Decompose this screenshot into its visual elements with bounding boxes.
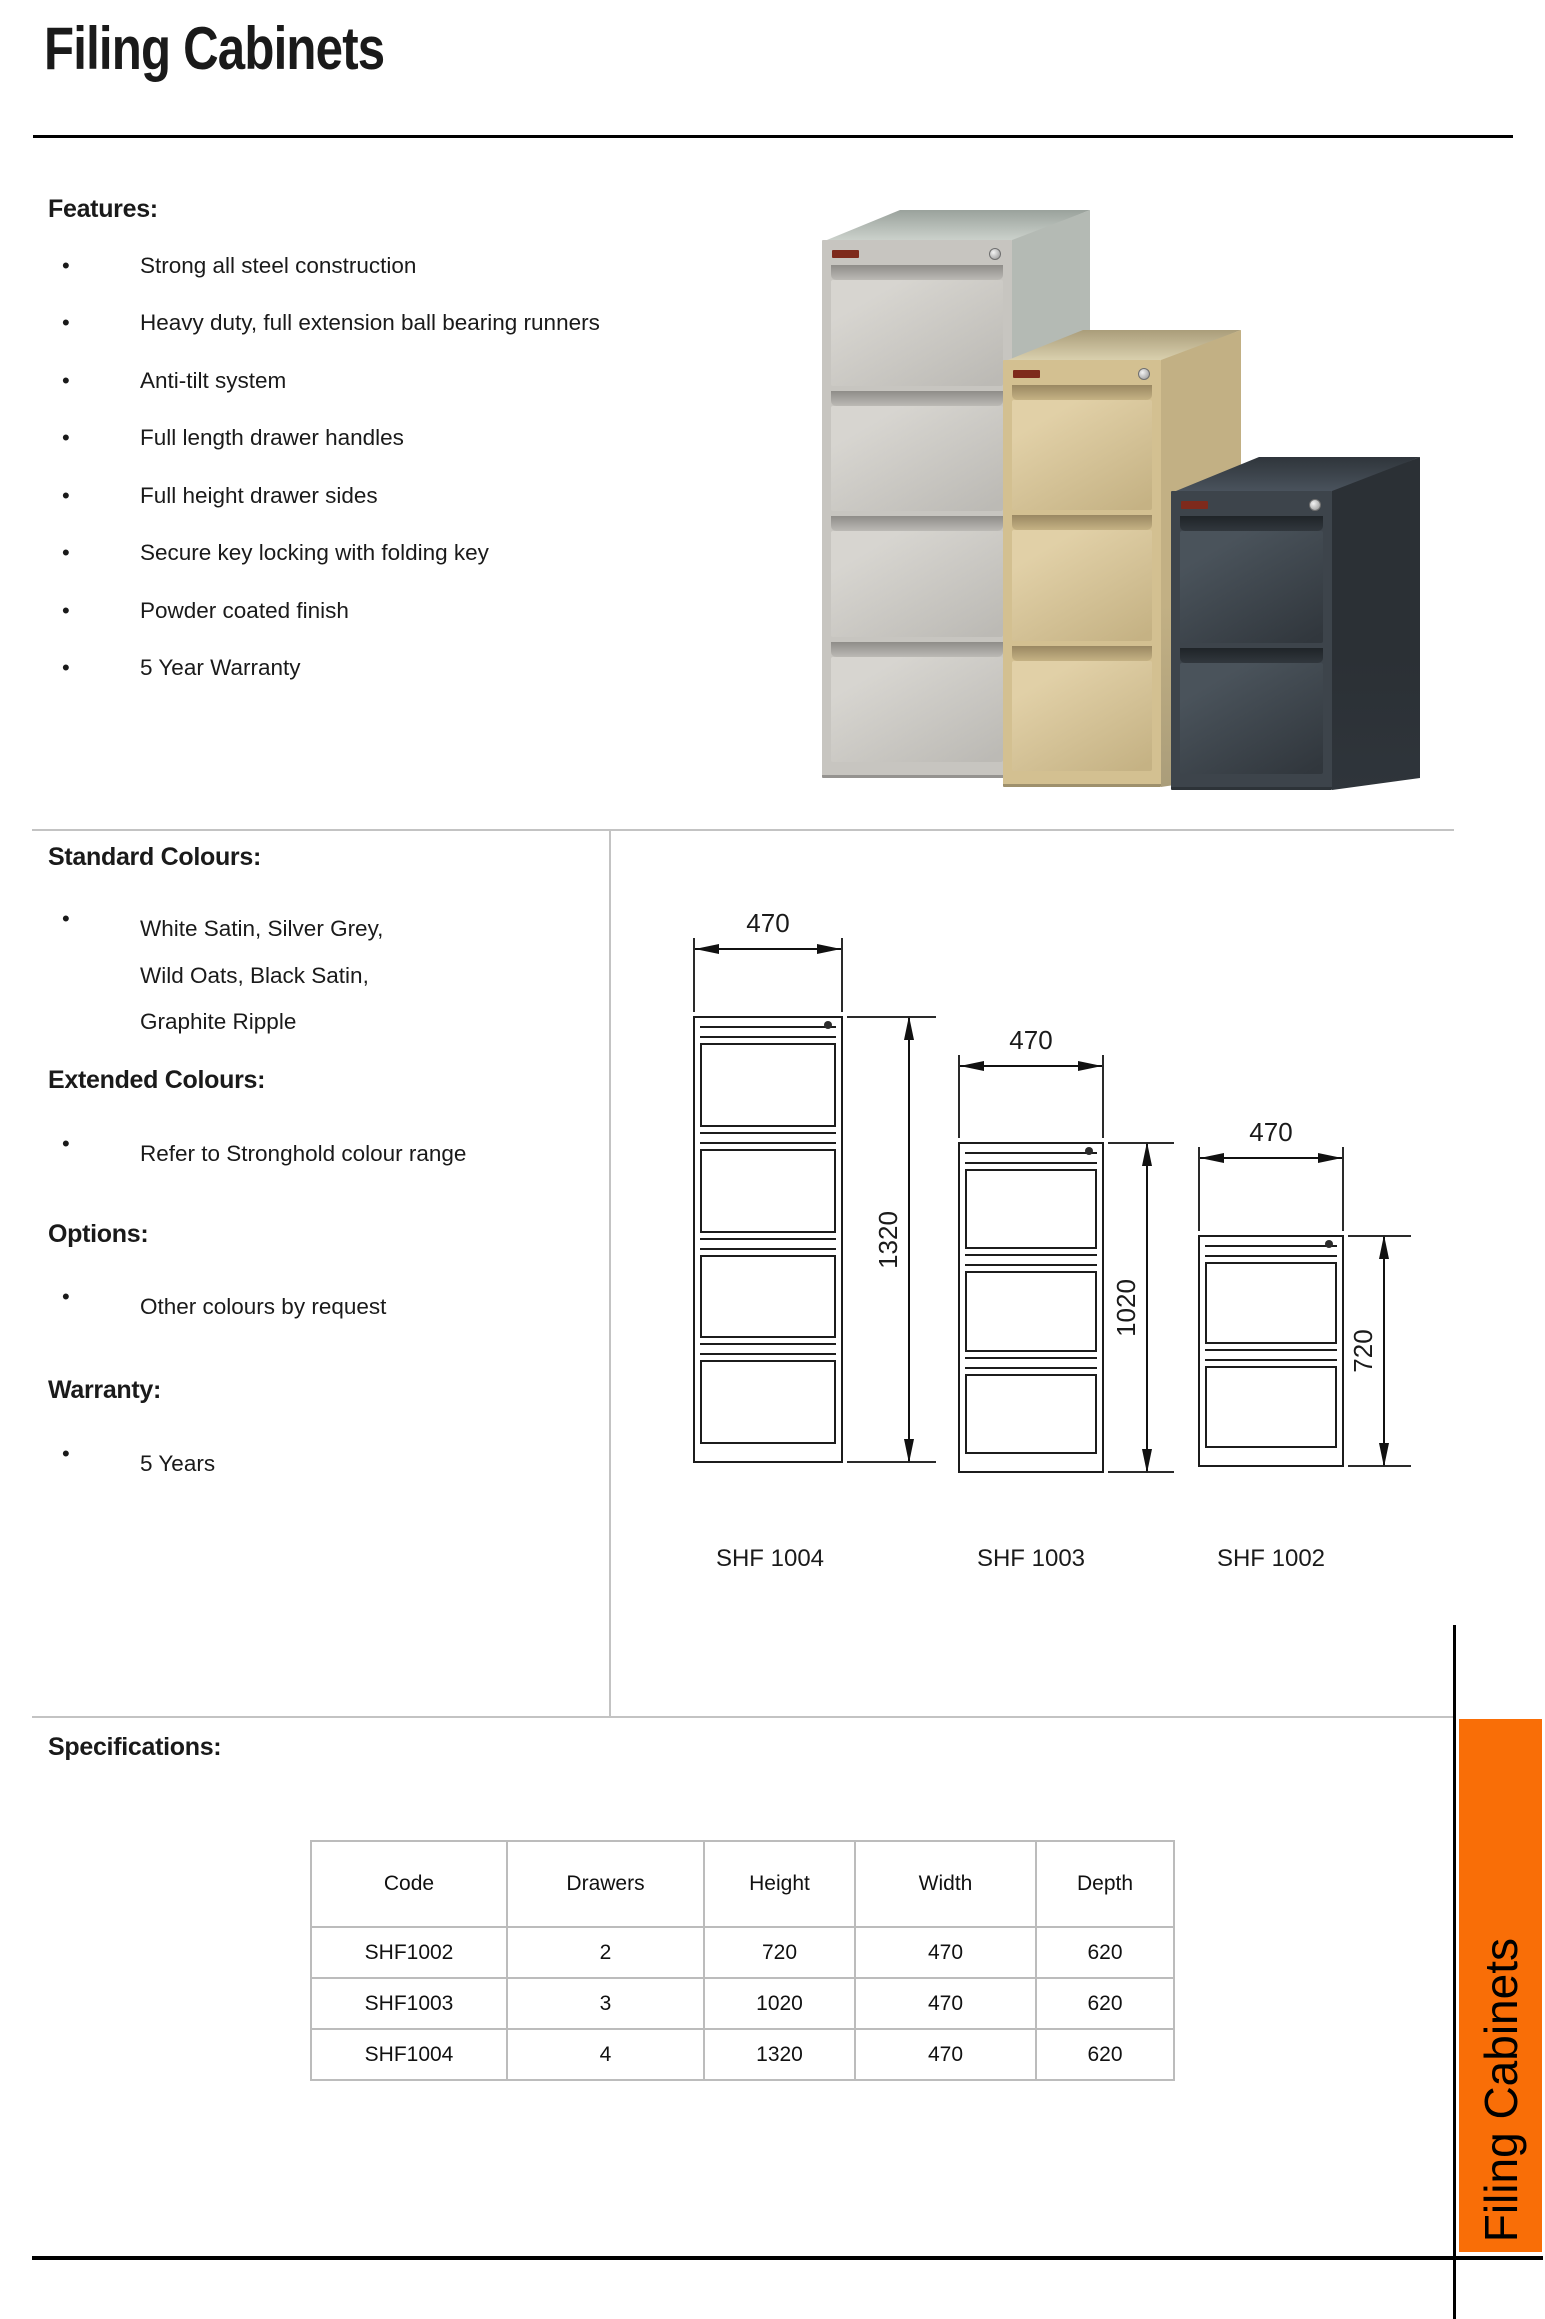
drawing-model-label: SHF 1002 — [1216, 1545, 1326, 1572]
dimension-extension-line — [1102, 1055, 1104, 1138]
bullet-icon: • — [62, 252, 70, 278]
table-body — [311, 1927, 1174, 2080]
section-divider — [32, 829, 1454, 831]
table-cell: 4 — [507, 2029, 704, 2080]
table-row — [311, 1927, 1174, 1978]
drawer-rail-line — [965, 1152, 1097, 1164]
options-item — [62, 1284, 386, 1331]
column-header: Depth — [1036, 1841, 1174, 1927]
standard-colours-heading: Standard Colours: — [48, 843, 261, 871]
table-cell: 470 — [855, 1978, 1036, 2029]
width-dimension-label: 470 — [1249, 1117, 1293, 1147]
drawer-panel — [965, 1169, 1097, 1249]
feature-item — [62, 237, 600, 295]
column-header: Code — [311, 1841, 507, 1927]
dimension-line — [695, 948, 841, 950]
drawing-cabinet — [693, 1016, 843, 1463]
drawer-rail-line — [965, 1254, 1097, 1266]
table-cell: 470 — [855, 2029, 1036, 2080]
feature-text: Strong all steel construction — [140, 252, 417, 278]
table-cell: 3 — [507, 1978, 704, 2029]
feature-text: 5 Year Warranty — [140, 655, 301, 681]
arrow-up-icon — [1379, 1235, 1389, 1259]
extended-colours-heading: Extended Colours: — [48, 1066, 266, 1094]
drawer — [1180, 648, 1323, 775]
bullet-icon: • — [62, 367, 70, 393]
warranty-text: 5 Years — [140, 1451, 216, 1476]
feature-item — [62, 467, 600, 525]
table-cell: SHF1004 — [311, 2029, 507, 2080]
table-cell: 2 — [507, 1927, 704, 1978]
side-banner-text: Filing Cabinets — [1474, 1937, 1527, 2242]
table-cell: SHF1003 — [311, 1978, 507, 2029]
dimension-tick — [1348, 1465, 1411, 1467]
bullet-icon: • — [62, 425, 70, 451]
feature-text: Anti-tilt system — [140, 367, 287, 393]
dimension-extension-line — [1342, 1147, 1344, 1231]
dimension-line — [1383, 1237, 1385, 1465]
arrow-down-icon — [1142, 1449, 1152, 1473]
drawing-cabinet — [958, 1142, 1104, 1473]
lock-icon — [1085, 1147, 1093, 1155]
drawer-panel — [1205, 1366, 1337, 1448]
dimension-extension-line — [958, 1055, 960, 1138]
drawer-rail-line — [700, 1343, 836, 1355]
arrow-right-icon — [817, 944, 841, 954]
drawer-rail-line — [1205, 1245, 1337, 1257]
table-cell: 1020 — [704, 1978, 855, 2029]
specifications-table-wrap — [310, 1840, 1175, 2081]
drawer-panel — [700, 1043, 836, 1127]
arrow-left-icon — [1200, 1153, 1224, 1163]
feature-item — [62, 640, 600, 698]
drawing-model-label: SHF 1004 — [715, 1545, 825, 1572]
specifications-table — [310, 1840, 1175, 2081]
drawer-panel — [700, 1255, 836, 1339]
specifications-divider — [32, 1716, 1454, 1718]
column-header: Drawers — [507, 1841, 704, 1927]
bullet-icon: • — [62, 310, 70, 336]
dimension-line — [1200, 1157, 1342, 1159]
table-header-row — [311, 1841, 1174, 1927]
drawer-face — [1180, 531, 1323, 643]
bullet-icon: • — [62, 1441, 70, 1466]
standard-colours-line: Graphite Ripple — [140, 1009, 297, 1034]
width-dimension-label: 470 — [746, 908, 790, 938]
drawer-rail-line — [965, 1357, 1097, 1369]
arrow-right-icon — [1078, 1061, 1102, 1071]
lock-icon — [824, 1021, 832, 1029]
drawing-model-label: SHF 1003 — [976, 1545, 1086, 1572]
cabinet-front-face — [1171, 491, 1332, 790]
features-list — [62, 237, 600, 697]
drawer-panel — [1205, 1262, 1337, 1344]
dimension-tick — [1348, 1235, 1411, 1237]
feature-item — [62, 352, 600, 410]
dimension-tick — [847, 1016, 936, 1018]
dimension-line — [908, 1018, 910, 1461]
drawer-panel — [700, 1149, 836, 1233]
feature-text: Secure key locking with folding key — [140, 540, 489, 566]
options-text: Other colours by request — [140, 1294, 387, 1319]
width-dimension-label: 470 — [1009, 1025, 1053, 1055]
standard-colours-line: White Satin, Silver Grey, — [140, 916, 384, 941]
dimension-extension-line — [841, 938, 843, 1012]
arrow-right-icon — [1318, 1153, 1342, 1163]
feature-item — [62, 295, 600, 353]
column-divider — [609, 829, 611, 1718]
table-cell: SHF1002 — [311, 1927, 507, 1978]
height-dimension-label: 1320 — [872, 1210, 903, 1269]
feature-text: Heavy duty, full extension ball bearing runners — [140, 310, 600, 336]
arrow-up-icon — [904, 1016, 914, 1040]
table-cell: 620 — [1036, 2029, 1174, 2080]
table-row — [311, 2029, 1174, 2080]
dimension-tick — [1108, 1471, 1174, 1473]
feature-text: Powder coated finish — [140, 597, 349, 623]
page-title: Filing Cabinets — [44, 15, 385, 82]
arrow-down-icon — [904, 1439, 914, 1463]
arrow-left-icon — [960, 1061, 984, 1071]
dimension-extension-line — [1198, 1147, 1200, 1231]
dimension-line — [1146, 1144, 1148, 1471]
drawer-panel — [700, 1360, 836, 1444]
standard-colours-line: Wild Oats, Black Satin, — [140, 962, 369, 988]
feature-text: Full height drawer sides — [140, 482, 378, 508]
dimension-tick — [847, 1461, 936, 1463]
feature-item — [62, 525, 600, 583]
table-cell: 620 — [1036, 1927, 1174, 1978]
height-dimension-label: 1020 — [1110, 1278, 1141, 1337]
lock-icon — [1309, 499, 1321, 511]
standard-colours-item — [62, 906, 383, 1046]
drawer-face — [1180, 663, 1323, 775]
drawing-cabinet — [1198, 1235, 1344, 1467]
drawer-rail-line — [700, 1238, 836, 1250]
bullet-icon: • — [62, 540, 70, 566]
options-heading: Options: — [48, 1220, 149, 1248]
drawer — [1180, 516, 1323, 643]
table-cell: 1320 — [704, 2029, 855, 2080]
drawer-rail-line — [1205, 1349, 1337, 1361]
bullet-icon: • — [62, 1131, 70, 1156]
drawer-handle-recess — [1180, 648, 1323, 663]
column-header: Width — [855, 1841, 1036, 1927]
drawer-rail-line — [700, 1132, 836, 1144]
warranty-item — [62, 1441, 215, 1488]
bullet-icon: • — [62, 482, 70, 508]
drawer-panel — [965, 1271, 1097, 1351]
table-cell: 620 — [1036, 1978, 1174, 2029]
feature-item — [62, 410, 600, 468]
bullet-icon: • — [62, 597, 70, 623]
table-cell: 720 — [704, 1927, 855, 1978]
feature-item — [62, 582, 600, 640]
extended-colours-item — [62, 1131, 466, 1178]
drawer-panel — [965, 1374, 1097, 1454]
table-row — [311, 1978, 1174, 2029]
warranty-heading: Warranty: — [48, 1376, 162, 1404]
bottom-divider — [32, 2256, 1543, 2260]
drawer-rail-line — [700, 1026, 836, 1038]
cabinet-side-face — [1332, 457, 1420, 790]
specifications-heading: Specifications: — [48, 1733, 222, 1761]
right-rail-line — [1453, 1625, 1456, 2319]
arrow-down-icon — [1379, 1443, 1389, 1467]
bullet-icon: • — [62, 655, 70, 681]
bullet-icon: • — [62, 906, 70, 931]
standard-colours-text — [140, 906, 383, 1046]
side-banner — [1459, 1719, 1542, 2252]
height-dimension-label: 720 — [1347, 1329, 1378, 1373]
brand-label — [1181, 501, 1208, 509]
feature-text: Full length drawer handles — [140, 425, 404, 451]
arrow-up-icon — [1142, 1142, 1152, 1166]
dimension-line — [960, 1065, 1102, 1067]
table-cell: 470 — [855, 1927, 1036, 1978]
cabinet-top-rail — [1180, 498, 1323, 511]
title-divider — [33, 135, 1513, 138]
extended-colours-text: Refer to Stronghold colour range — [140, 1141, 467, 1166]
bullet-icon: • — [62, 1284, 70, 1309]
product-photo — [800, 198, 1460, 798]
dimension-extension-line — [693, 938, 695, 1012]
photo-cabinet — [800, 198, 1460, 798]
table-header — [311, 1841, 1174, 1927]
features-heading: Features: — [48, 195, 158, 223]
lock-icon — [1325, 1240, 1333, 1248]
dimension-tick — [1108, 1142, 1174, 1144]
arrow-left-icon — [695, 944, 719, 954]
drawer-handle-recess — [1180, 516, 1323, 531]
column-header: Height — [704, 1841, 855, 1927]
